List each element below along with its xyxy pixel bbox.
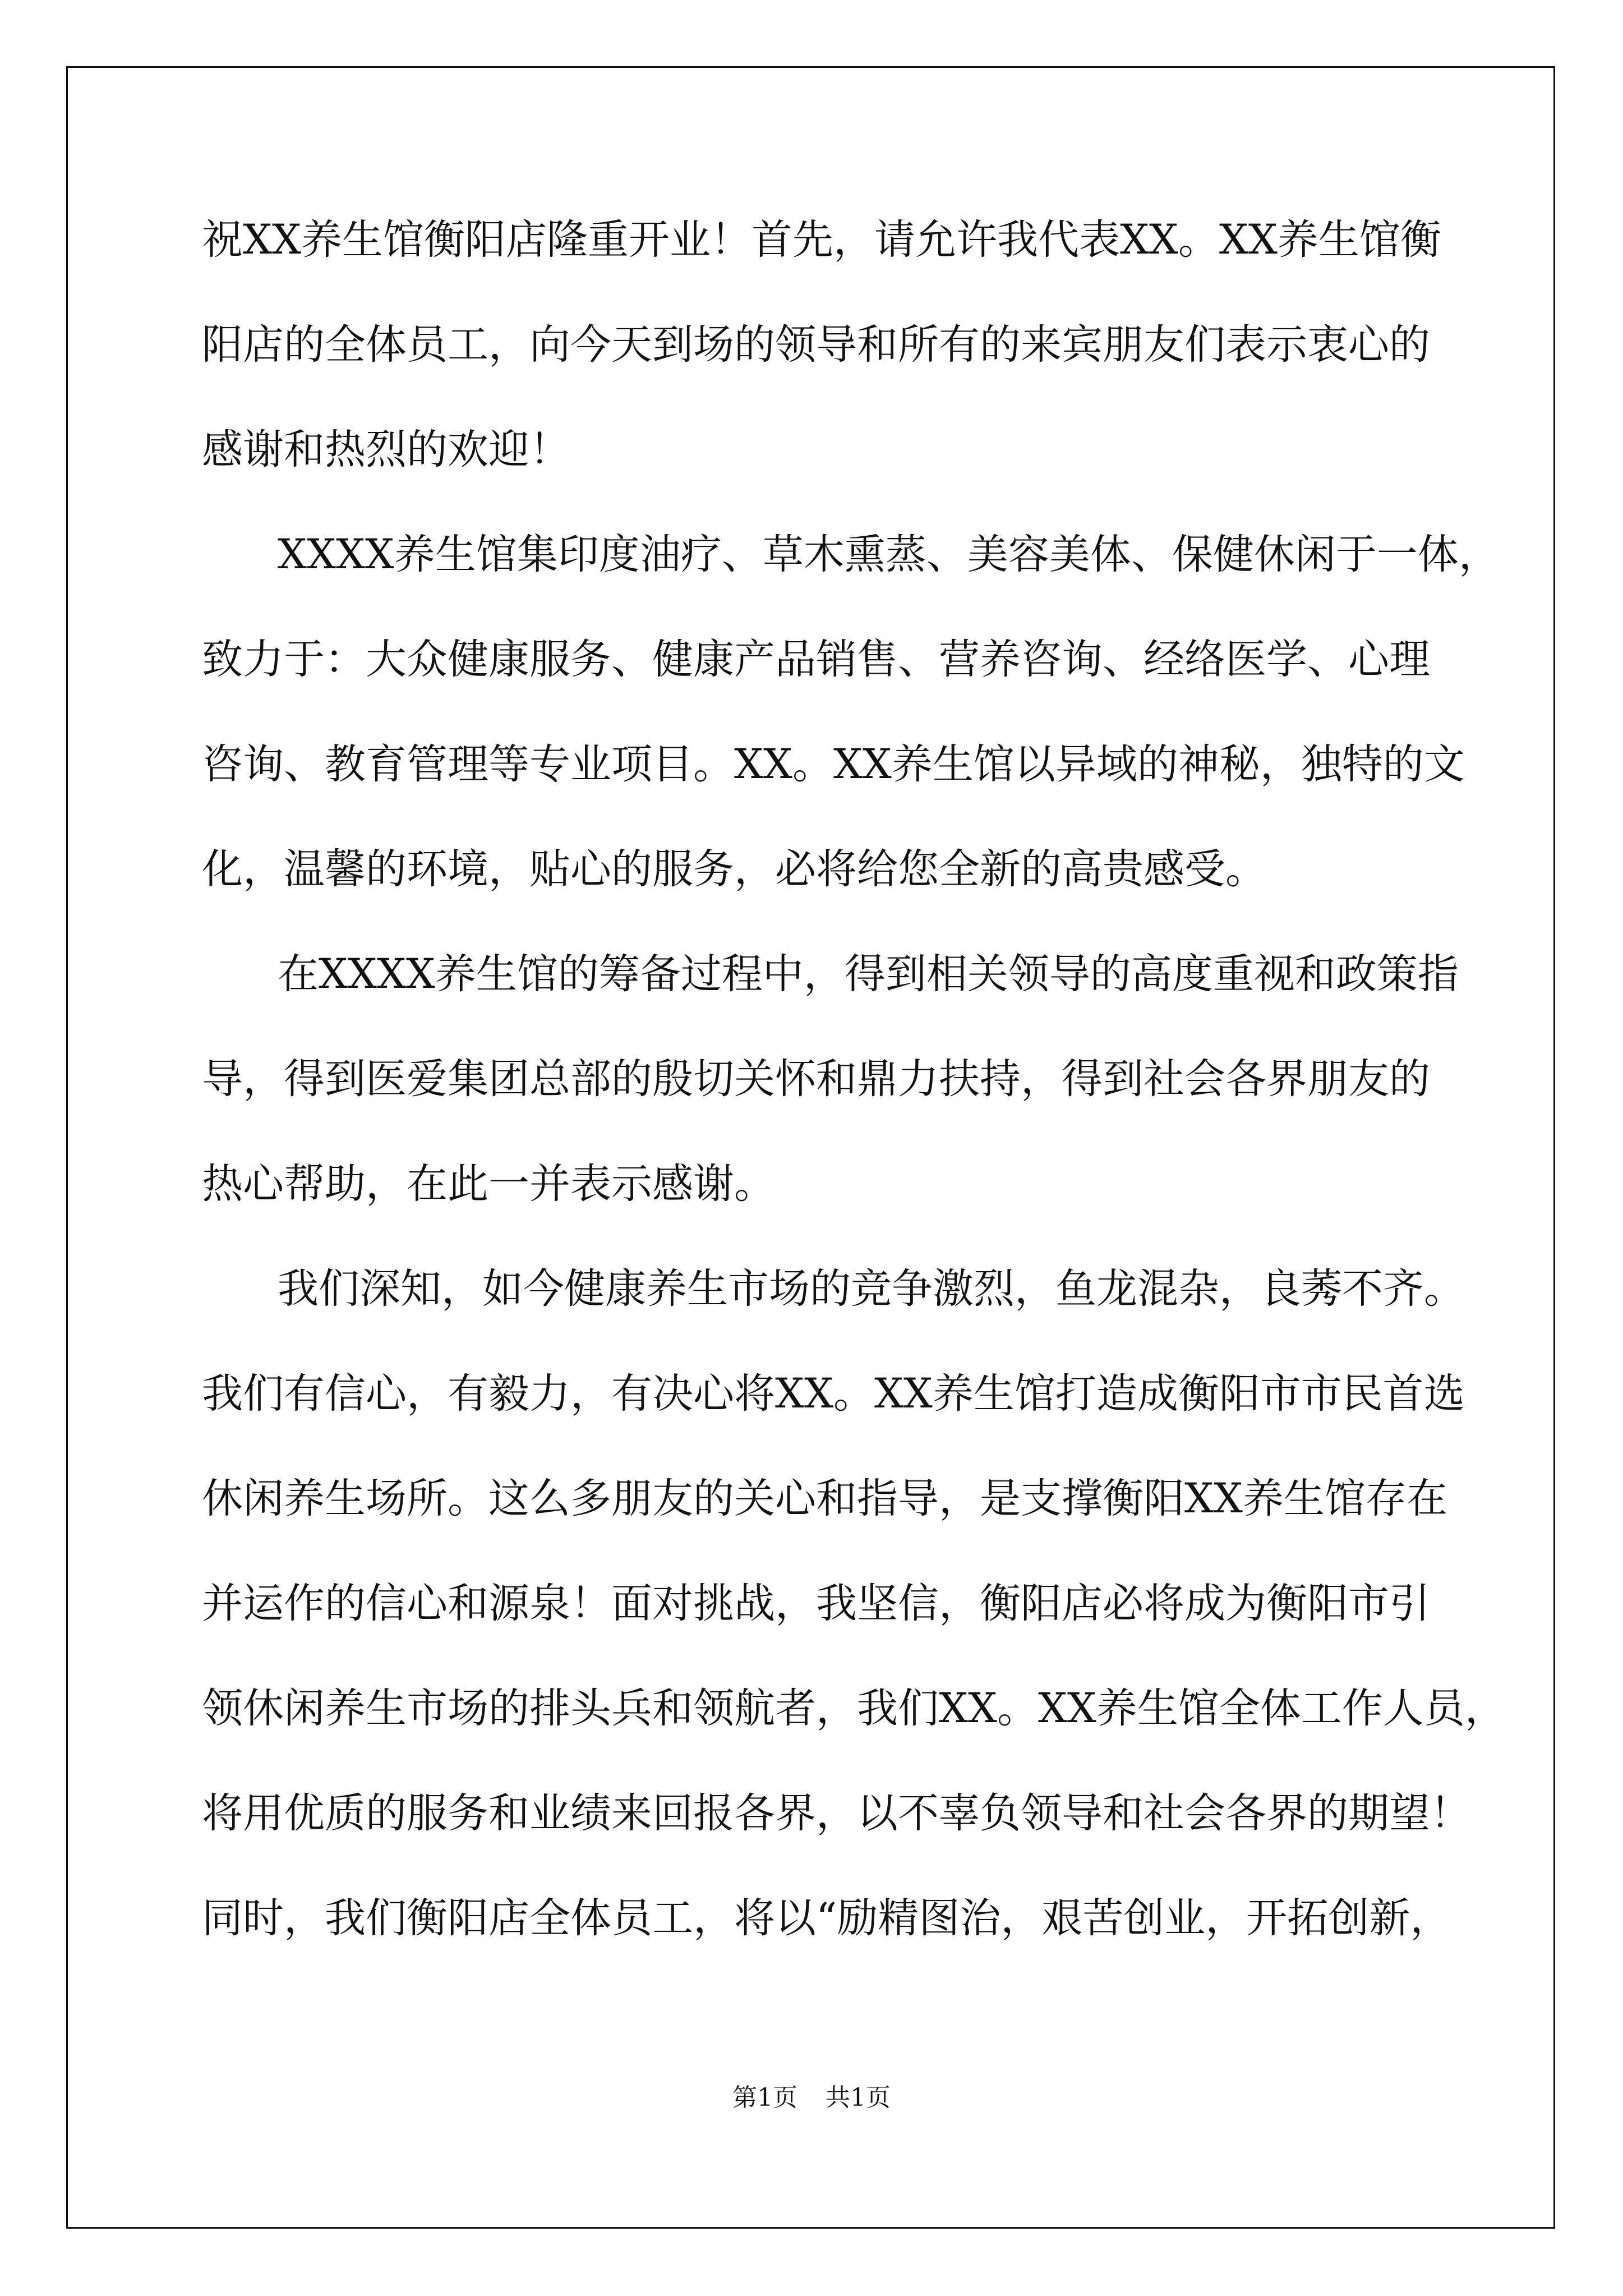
body-line: 同时，我们衡阳店全体员工，将以“励精图治，艰苦创业，开拓创新， <box>202 1894 1451 1942</box>
page-number: 第1页 <box>732 2083 797 2112</box>
body-line: XXXX养生馆集印度油疗、草木熏蒸、美容美体、保健休闲于一体， <box>278 531 1500 578</box>
page-footer <box>0 2081 1623 2115</box>
body-line: 导，得到医爱集团总部的殷切关怀和鼎力扶持，得到社会各界朋友的 <box>202 1055 1430 1103</box>
body-line: 将用优质的服务和业绩来回报各界，以不辜负领导和社会各界的期望！ <box>202 1789 1471 1837</box>
body-line: 感谢和热烈的欢迎！ <box>202 426 570 473</box>
body-line: 热心帮助，在此一并表示感谢。 <box>202 1160 775 1208</box>
body-line: 阳店的全体员工，向今天到场的领导和所有的来宾朋友们表示衷心的 <box>202 321 1430 369</box>
body-line: 在XXXX养生馆的筹备过程中，得到相关领导的高度重视和政策指 <box>278 950 1459 998</box>
body-line: 我们有信心，有毅力，有决心将XX。XX养生馆打造成衡阳市市民首选 <box>202 1370 1465 1418</box>
body-line: 我们深知，如今健康养生市场的竞争激烈，鱼龙混杂，良莠不齐。 <box>278 1265 1465 1313</box>
body-line: 化，温馨的环境，贴心的服务，必将给您全新的高贵感受。 <box>202 845 1266 893</box>
body-line: 咨询、教育管理等专业项目。XX。XX养生馆以异域的神秘，独特的文 <box>202 740 1465 788</box>
body-line: 并运作的信心和源泉！面对挑战，我坚信，衡阳店必将成为衡阳市引 <box>202 1580 1430 1627</box>
body-line: 休闲养生场所。这么多朋友的关心和指导，是支撑衡阳XX养生馆存在 <box>202 1475 1447 1522</box>
page-total: 共1页 <box>826 2083 891 2112</box>
body-line: 致力于：大众健康服务、健康产品销售、营养咨询、经络医学、心理 <box>202 636 1430 683</box>
body-line: 祝XX养生馆衡阳店隆重开业！首先，请允许我代表XX。XX养生馆衡 <box>202 216 1441 264</box>
body-line: 领休闲养生市场的排头兵和领航者，我们XX。XX养生馆全体工作人员， <box>202 1685 1506 1732</box>
